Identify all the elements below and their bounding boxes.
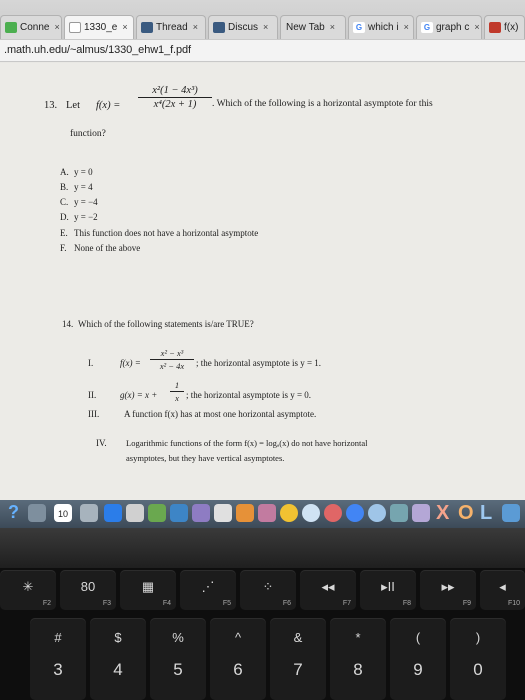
- key-3[interactable]: [30, 618, 86, 700]
- key-4[interactable]: [90, 618, 146, 700]
- laptop-bezel: [0, 528, 525, 568]
- key-label: 7: [293, 660, 303, 679]
- q13-function-lhs: f(x) =: [96, 100, 121, 111]
- key-label: 3: [53, 660, 63, 679]
- key-f10[interactable]: [480, 570, 525, 610]
- option-text: This function does not have a horizontal asymptote: [74, 228, 259, 238]
- mission-control-icon: 80: [80, 579, 96, 594]
- app-icon[interactable]: [280, 504, 298, 522]
- option-letter: B.: [60, 182, 69, 192]
- statement-fraction: [170, 380, 184, 403]
- fn-label: F2: [42, 600, 51, 607]
- q14-prompt: Which of the following statements is/are TRUE?: [78, 319, 254, 329]
- statement-text: A function f(x) has at most one horizontal asymptote.: [124, 409, 317, 419]
- key-f9[interactable]: [420, 570, 476, 610]
- address-bar[interactable]: [0, 40, 525, 62]
- statement-text: ; the horizontal asymptote is y = 1.: [196, 358, 322, 368]
- fraction-bar: [138, 97, 212, 98]
- app-icon[interactable]: [502, 504, 520, 522]
- tab-label: Discus: [228, 22, 259, 33]
- app-icon[interactable]: [214, 504, 232, 522]
- close-icon[interactable]: ×: [54, 22, 60, 32]
- tab-label: Conne: [20, 22, 50, 33]
- fn-label: F10: [507, 600, 520, 607]
- calendar-icon[interactable]: [54, 504, 72, 522]
- option-text: y = 4: [74, 182, 93, 192]
- q13-fraction: [138, 85, 212, 110]
- statement-text: Logarithmic functions of the form f(x) = logₐ(x) do not have horizontal: [126, 438, 368, 448]
- pdf-document: [0, 63, 525, 503]
- tab-connect[interactable]: [0, 15, 62, 39]
- statement-roman: IV.: [96, 438, 107, 448]
- tab-label: Thread: [156, 22, 188, 33]
- forum-icon: [141, 22, 153, 33]
- option-letter: A.: [60, 167, 69, 177]
- statement-text-cont: asymptotes, but they have vertical asymptotes.: [126, 453, 285, 463]
- app-icon[interactable]: [126, 504, 144, 522]
- option-letter: D.: [60, 212, 69, 222]
- q13-let: Let: [66, 100, 80, 111]
- tab-which[interactable]: [348, 15, 414, 39]
- brightness-icon: ✳: [22, 579, 34, 594]
- tab-label: graph c: [436, 22, 470, 33]
- app-icon[interactable]: [80, 504, 98, 522]
- app-icon[interactable]: [258, 504, 276, 522]
- fraction-denominator: x: [175, 393, 179, 403]
- key-shift-label: (: [415, 630, 421, 645]
- fn-label: F3: [102, 600, 111, 607]
- key-label: 9: [413, 660, 423, 679]
- fn-label: F4: [162, 600, 171, 607]
- app-icon[interactable]: [28, 504, 46, 522]
- tab-1330-ehw[interactable]: [64, 15, 134, 39]
- key-f7[interactable]: [300, 570, 356, 610]
- fraction-numerator: x² − x³: [160, 348, 184, 358]
- tab-graph[interactable]: [416, 15, 482, 39]
- help-icon[interactable]: ?: [8, 502, 19, 522]
- statement-fraction: [150, 348, 194, 371]
- url-text[interactable]: .math.uh.edu/~almus/1330_ehw1_f.pdf: [4, 44, 191, 56]
- key-f4[interactable]: [120, 570, 176, 610]
- app-icon[interactable]: [324, 504, 342, 522]
- dock: [0, 500, 525, 528]
- key-f5[interactable]: [180, 570, 236, 610]
- app-icon[interactable]: [236, 504, 254, 522]
- option-text: y = −4: [74, 197, 98, 207]
- close-icon[interactable]: ×: [263, 22, 269, 32]
- tab-discussion[interactable]: [208, 15, 278, 39]
- option-letter: C.: [60, 197, 69, 207]
- key-6[interactable]: [210, 618, 266, 700]
- key-9[interactable]: [390, 618, 446, 700]
- option-text: None of the above: [74, 243, 141, 253]
- calendar-day: 10: [57, 509, 68, 519]
- close-icon[interactable]: ×: [474, 22, 480, 32]
- mute-icon: ◂: [499, 579, 506, 594]
- q13-numerator: x²(1 − 4x³): [152, 85, 198, 96]
- excel-icon[interactable]: X: [436, 502, 450, 524]
- statement-lhs: f(x) =: [120, 358, 141, 368]
- key-shift-label: ): [475, 630, 481, 645]
- key-label: 5: [173, 660, 183, 679]
- option-letter: F.: [60, 243, 67, 253]
- q14-number: 14.: [62, 319, 74, 329]
- tab-label: f(x): [504, 22, 519, 33]
- google-icon: G: [353, 22, 365, 33]
- fn-label: F7: [342, 600, 351, 607]
- app-icon[interactable]: [412, 504, 430, 522]
- key-5[interactable]: [150, 618, 206, 700]
- key-shift-label: $: [114, 630, 122, 645]
- tab-label: New Tab: [286, 22, 325, 33]
- tab-bar: [0, 0, 525, 40]
- fraction-bar: [170, 391, 184, 392]
- statement-lhs: g(x) = x +: [120, 390, 158, 400]
- option-letter: E.: [60, 228, 68, 238]
- app-icon[interactable]: [302, 504, 320, 522]
- key-label: 6: [233, 660, 243, 679]
- key-shift-label: ^: [234, 630, 242, 645]
- fraction-bar: [150, 359, 194, 360]
- statement-roman: I.: [88, 358, 94, 368]
- key-shift-label: *: [355, 630, 361, 645]
- chrome-icon[interactable]: [346, 504, 364, 522]
- key-label: 8: [353, 660, 363, 679]
- tab-symbolab[interactable]: [484, 15, 525, 39]
- symbolab-icon: [489, 22, 501, 33]
- app-icon[interactable]: [368, 504, 386, 522]
- key-label: 0: [473, 660, 483, 679]
- statement-roman: II.: [88, 390, 97, 400]
- option-text: y = 0: [74, 167, 93, 177]
- fast-forward-icon: ▸▸: [441, 579, 455, 594]
- close-icon[interactable]: ×: [122, 22, 128, 32]
- keyboard: [0, 568, 525, 700]
- key-8[interactable]: [330, 618, 386, 700]
- key-f2[interactable]: [0, 570, 56, 610]
- key-0[interactable]: [450, 618, 506, 700]
- key-f6[interactable]: [240, 570, 296, 610]
- q13-number: 13.: [44, 100, 58, 111]
- rewind-icon: ◂◂: [321, 579, 335, 594]
- q13-denominator: x⁴(2x + 1): [153, 99, 197, 110]
- play-pause-icon: ▸II: [381, 579, 395, 594]
- key-f3[interactable]: [60, 570, 116, 610]
- close-icon[interactable]: ×: [403, 22, 409, 32]
- tab-label: 1330_e: [84, 22, 118, 33]
- fn-label: F6: [282, 600, 291, 607]
- key-shift-label: &: [293, 630, 303, 645]
- lync-icon[interactable]: L: [480, 502, 493, 524]
- key-7[interactable]: [270, 618, 326, 700]
- app-icon[interactable]: [170, 504, 188, 522]
- fraction-numerator: 1: [174, 380, 180, 390]
- statement-roman: III.: [88, 409, 100, 419]
- chat-icon: [5, 22, 17, 33]
- close-icon[interactable]: ×: [192, 22, 198, 32]
- key-f8[interactable]: [360, 570, 416, 610]
- statement-text: ; the horizontal asymptote is y = 0.: [186, 390, 312, 400]
- google-icon: G: [421, 22, 433, 33]
- key-shift-label: #: [54, 630, 62, 645]
- q13-prompt-cont: function?: [70, 129, 106, 139]
- option-text: y = −2: [74, 212, 98, 222]
- tab-thread[interactable]: [136, 15, 206, 39]
- forum-icon: [213, 22, 225, 33]
- q13-prompt: . Which of the following is a horizontal asymptote for this: [212, 99, 433, 109]
- key-shift-label: %: [172, 630, 184, 645]
- app-icon[interactable]: [390, 504, 408, 522]
- document-icon: [69, 22, 81, 33]
- close-icon[interactable]: ×: [329, 22, 335, 32]
- app-icon[interactable]: [192, 504, 210, 522]
- tab-label: which i: [368, 22, 399, 33]
- fraction-denominator: x² − 4x: [159, 361, 185, 371]
- key-label: 4: [113, 660, 123, 679]
- fn-label: F9: [462, 600, 471, 607]
- fn-label: F8: [402, 600, 411, 607]
- outlook-icon[interactable]: O: [458, 502, 474, 524]
- app-icon[interactable]: [104, 504, 122, 522]
- launchpad-icon: ▦: [141, 579, 155, 594]
- tab-new-tab[interactable]: [280, 15, 346, 39]
- keyboard-light-up-icon: ⁘: [262, 579, 274, 594]
- app-icon[interactable]: [148, 504, 166, 522]
- fn-label: F5: [222, 600, 231, 607]
- keyboard-light-down-icon: ⋰: [201, 579, 215, 594]
